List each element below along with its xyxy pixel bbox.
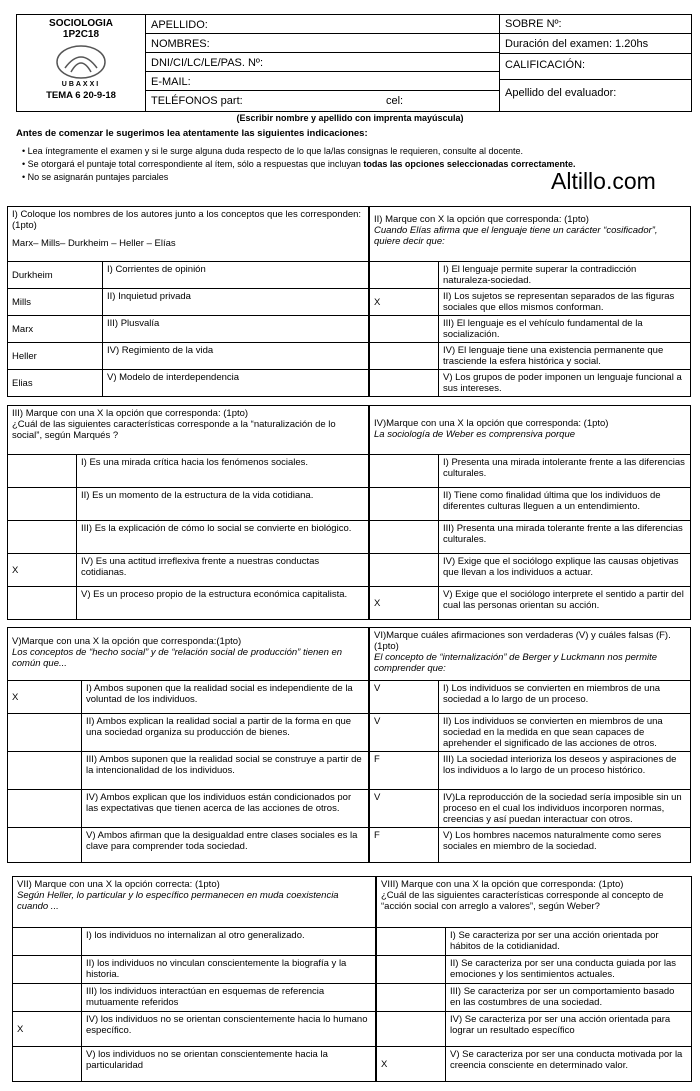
answer-mark[interactable] bbox=[370, 343, 439, 370]
option-text: II) Tiene como finalidad última que los individuos de diferentes culturas lleguen a un entendimiento. bbox=[439, 488, 691, 521]
question-3-table bbox=[7, 405, 369, 620]
question-7-header: VII) Marque con una X la opción correcta: (1pto) Según Heller, lo particular y lo específico permanecen en muda coexistencia cuando ... bbox=[13, 877, 376, 928]
answer-mark[interactable] bbox=[13, 984, 82, 1012]
option-text: IV)La reproducción de la sociedad sería imposible sin un proceso en el cual los individuos incorporen normas, creencias y así puedan interactuar con otros. bbox=[439, 790, 691, 828]
telefonos-label: TELÉFONOS part: bbox=[151, 95, 243, 107]
instructions-intro: Antes de comenzar le sugerimos lea atentamente las siguientes indicaciones: bbox=[16, 128, 368, 139]
option-text: IV) El lenguaje tiene una existencia permanente que trasciende la esfera histórica y social. bbox=[439, 343, 691, 370]
answer-mark[interactable] bbox=[13, 956, 82, 984]
name-note: (Escribir nombre y apellido con imprenta mayúscula) bbox=[236, 113, 464, 123]
instruction-item: • Se otorgará el puntaje total correspondiente al ítem, sólo a respuestas que incluyan todas las opciones seleccionadas correctamente. bbox=[22, 159, 576, 169]
option-text: I) El lenguaje permite superar la contradicción naturaleza-sociedad. bbox=[439, 262, 691, 289]
question-7-table bbox=[12, 876, 376, 1082]
option-text: V) Ambos afirman que la desigualdad entre clases sociales es la clave para comprender toda sociedad. bbox=[82, 828, 369, 863]
answer-mark[interactable] bbox=[8, 488, 77, 521]
author-answer[interactable]: Marx bbox=[8, 316, 103, 343]
option-text: IV) Ambos explican que los individuos están condicionados por las expectativas que tienen acerca de las acciones de otros. bbox=[82, 790, 369, 828]
answer-mark[interactable] bbox=[370, 521, 439, 554]
option-text: V) Los hombres nacemos naturalmente como seres sociales en miembro de la sociedad. bbox=[439, 828, 691, 863]
concept-label: V) Modelo de interdependencia bbox=[103, 370, 369, 397]
answer-mark[interactable] bbox=[8, 752, 82, 790]
option-text: IV) Es una actitud irreflexiva frente a nuestras conductas cotidianas. bbox=[77, 554, 369, 587]
option-text: I) Se caracteriza por ser una acción orientada por hábitos de la cotidianidad. bbox=[446, 928, 692, 956]
option-text: I) Ambos suponen que la realidad social es independiente de la voluntad de los individuos. bbox=[82, 681, 369, 714]
option-text: II) Ambos explican la realidad social a partir de la forma en que una sociedad organiza su producción de bienes. bbox=[82, 714, 369, 752]
answer-mark[interactable] bbox=[370, 262, 439, 289]
exam-header bbox=[16, 14, 692, 112]
cel-label: cel: bbox=[386, 95, 404, 107]
concept-label: I) Corrientes de opinión bbox=[103, 262, 369, 289]
logo-text: UBAXXI bbox=[61, 81, 101, 88]
question-2-header: II) Marque con X la opción que corresponda: (1pto) Cuando Elías afirma que el lenguaje tiene un carácter “cosificador”, quiere decir que: bbox=[370, 207, 691, 262]
answer-mark[interactable] bbox=[8, 455, 77, 488]
altillo-watermark: Altillo.com bbox=[551, 168, 656, 194]
option-text: III) los individuos interactúan en esquemas de referencia mutuamente referidos bbox=[82, 984, 376, 1012]
answer-mark[interactable]: X bbox=[13, 1012, 82, 1047]
question-4-header: IV)Marque con una X la opción que corresponda: (1pto) La sociología de Weber es comprensiva porque bbox=[370, 406, 691, 455]
answer-mark[interactable] bbox=[377, 984, 446, 1012]
answer-mark[interactable] bbox=[370, 370, 439, 397]
course-code: 1P2C18 bbox=[62, 29, 100, 40]
option-text: V) los individuos no se orientan conscientemente hacia la particularidad bbox=[82, 1047, 376, 1082]
answer-mark[interactable] bbox=[370, 488, 439, 521]
answer-mark[interactable]: X bbox=[8, 681, 82, 714]
answer-mark[interactable]: V bbox=[370, 790, 439, 828]
answer-mark[interactable] bbox=[370, 554, 439, 587]
option-text: III) Presenta una mirada tolerante frente a las diferencias culturales. bbox=[439, 521, 691, 554]
question-8-header: VIII) Marque con una X la opción que corresponda: (1pto) ¿Cuál de las siguientes características corresponde al concepto de “acción social con arreglo a valores”, según Weber? bbox=[377, 877, 692, 928]
instruction-item: • Lea íntegramente el examen y si le surge alguna duda respecto de lo que la/las consignas le requieren, consulte al docente. bbox=[22, 146, 523, 156]
answer-mark[interactable] bbox=[8, 828, 82, 863]
option-text: III) Se caracteriza por ser un comportamiento basado en las costumbres de una sociedad. bbox=[446, 984, 692, 1012]
question-6-header: VI)Marque cuáles afirmaciones son verdaderas (V) y cuáles falsas (F).(1pto) El concepto de “internalización” de Berger y Luckmann nos permite comprender que: bbox=[370, 628, 691, 681]
answer-mark[interactable]: F bbox=[370, 828, 439, 863]
option-text: V) Es un proceso propio de la estructura económica capitalista. bbox=[77, 587, 369, 620]
concept-label: III) Plusvalía bbox=[103, 316, 369, 343]
concept-label: II) Inquietud privada bbox=[103, 289, 369, 316]
option-text: III) El lenguaje es el vehículo fundamental de la socialización. bbox=[439, 316, 691, 343]
question-3-header: III) Marque con una X la opción que corresponda: (1pto) ¿Cuál de las siguientes características corresponde a la “naturalización de lo social”, según Marqués ? bbox=[8, 406, 369, 455]
answer-mark[interactable] bbox=[13, 1047, 82, 1082]
header-left-panel bbox=[17, 15, 146, 111]
question-1-table bbox=[7, 206, 369, 397]
concept-label: IV) Regimiento de la vida bbox=[103, 343, 369, 370]
answer-mark[interactable] bbox=[377, 956, 446, 984]
answer-mark[interactable] bbox=[8, 714, 82, 752]
option-text: V) Los grupos de poder imponen un lenguaje funcional a sus intereses. bbox=[439, 370, 691, 397]
option-text: I) Presenta una mirada intolerante frente a las diferencias culturales. bbox=[439, 455, 691, 488]
question-5-table bbox=[7, 627, 369, 863]
field-telefonos[interactable] bbox=[146, 91, 499, 110]
author-answer[interactable]: Heller bbox=[8, 343, 103, 370]
author-answer[interactable]: Mills bbox=[8, 289, 103, 316]
field-email[interactable]: E-MAIL: bbox=[146, 72, 499, 91]
question-6-table bbox=[369, 627, 691, 863]
answer-mark[interactable]: F bbox=[370, 752, 439, 790]
question-2-table bbox=[369, 206, 691, 397]
instruction-item: • No se asignarán puntajes parciales bbox=[22, 172, 169, 182]
answer-mark[interactable] bbox=[8, 587, 77, 620]
author-answer[interactable]: Durkheim bbox=[8, 262, 103, 289]
question-4-table bbox=[369, 405, 691, 620]
instructions-list bbox=[22, 145, 575, 184]
option-text: IV) Exige que el sociólogo explique las causas objetivas que llevan a los individuos a actuar. bbox=[439, 554, 691, 587]
ubaxxi-logo-icon bbox=[51, 42, 111, 82]
answer-mark[interactable] bbox=[8, 521, 77, 554]
calificacion-field[interactable]: CALIFICACIÓN: bbox=[500, 54, 691, 80]
answer-mark[interactable] bbox=[377, 1012, 446, 1047]
answer-mark[interactable]: X bbox=[8, 554, 77, 587]
option-text: V) Se caracteriza por ser una conducta motivada por la creencia consciente en determinado valor. bbox=[446, 1047, 692, 1082]
student-fields bbox=[146, 15, 500, 111]
answer-mark[interactable]: X bbox=[377, 1047, 446, 1082]
option-text: II) Los individuos se convierten en miembros de una sociedad en la medida en que sean capaces de aprehender el significado de las acciones de otros. bbox=[439, 714, 691, 752]
answer-mark[interactable]: X bbox=[370, 289, 439, 316]
option-text: II) Los sujetos se representan separados de las figuras sociales que ellos mismos conforman. bbox=[439, 289, 691, 316]
question-5-header: V)Marque con una X la opción que corresponda:(1pto) Los conceptos de “hecho social” y de “relación social de producción” tienen en común que... bbox=[8, 628, 369, 681]
option-text: IV) los individuos no se orientan conscientemente hacia lo humano específico. bbox=[82, 1012, 376, 1047]
field-dni[interactable]: DNI/CI/LC/LE/PAS. Nº: bbox=[146, 53, 499, 72]
option-text: II) los individuos no vinculan conscientemente la biografía y la historia. bbox=[82, 956, 376, 984]
answer-mark[interactable] bbox=[13, 928, 82, 956]
subject-title: SOCIOLOGIA bbox=[49, 18, 113, 29]
answer-mark[interactable] bbox=[370, 455, 439, 488]
option-text: II) Se caracteriza por ser una conducta guiada por las emociones y los sentimientos actuales. bbox=[446, 956, 692, 984]
field-nombres[interactable]: NOMBRES: bbox=[146, 34, 499, 53]
option-text: III) La sociedad interioriza los deseos y aspiraciones de los individuos a lo largo de un proceso histórico. bbox=[439, 752, 691, 790]
option-text: II) Es un momento de la estructura de la vida cotidiana. bbox=[77, 488, 369, 521]
tema-date: TEMA 6 20-9-18 bbox=[46, 90, 116, 101]
option-text: I) Es una mirada crítica hacia los fenómenos sociales. bbox=[77, 455, 369, 488]
option-text: I) los individuos no internalizan al otro generalizado. bbox=[82, 928, 376, 956]
answer-mark[interactable] bbox=[377, 928, 446, 956]
question-8-table bbox=[376, 876, 692, 1082]
answer-mark[interactable] bbox=[8, 790, 82, 828]
answer-mark[interactable]: V bbox=[370, 681, 439, 714]
evaluador-field[interactable]: Apellido del evaluador: bbox=[505, 87, 617, 99]
answer-mark[interactable] bbox=[370, 316, 439, 343]
option-text: III) Es la explicación de cómo lo social se convierte en biológico. bbox=[77, 521, 369, 554]
duracion-text: Duración del examen: 1.20hs bbox=[500, 34, 691, 54]
answer-mark[interactable]: X bbox=[370, 587, 439, 620]
option-text: III) Ambos suponen que la realidad social se construye a partir de la intencionalidad de los individuos. bbox=[82, 752, 369, 790]
option-text: I) Los individuos se convierten en miembros de una sociedad a lo largo de un proceso. bbox=[439, 681, 691, 714]
header-right-panel bbox=[500, 15, 691, 111]
author-answer[interactable]: Elias bbox=[8, 370, 103, 397]
option-text: IV) Se caracteriza por ser una acción orientada para lograr un resultado específico bbox=[446, 1012, 692, 1047]
answer-mark[interactable]: V bbox=[370, 714, 439, 752]
field-apellido[interactable]: APELLIDO: bbox=[146, 15, 499, 34]
option-text: V) Exige que el sociólogo interprete el sentido a partir del cual las personas orientan su acción. bbox=[439, 587, 691, 620]
sobre-field[interactable]: SOBRE Nº: bbox=[500, 15, 691, 34]
question-1-header: I) Coloque los nombres de los autores junto a los conceptos que les corresponden:(1pto) Marx– Mills– Durkheim – Heller – Elías bbox=[8, 207, 369, 262]
